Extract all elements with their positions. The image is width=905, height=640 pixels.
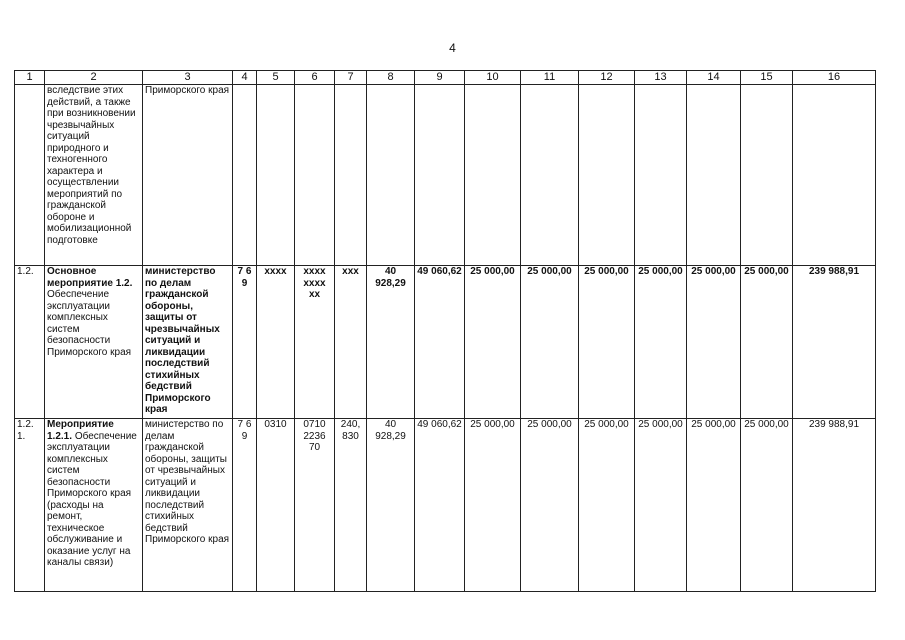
- cell-name-text: вследствие этих действий, а также при возникновении чрезвычайных ситуаций природного и техногенного характера и осуществлении мероприятий по гражданской обороне и мобилизационной подготовке: [47, 85, 136, 246]
- cell-expense-type: 240, 830: [335, 419, 367, 592]
- page-number: 4: [449, 41, 456, 55]
- column-header: 7: [335, 71, 367, 85]
- cell-amount: [741, 85, 793, 266]
- cell-section: [257, 85, 295, 266]
- cell-amount: 25 000,00: [521, 266, 579, 419]
- cell-grbs: [233, 85, 257, 266]
- cell-target-article: хххх хххх хх: [295, 266, 335, 419]
- cell-name-title: Основное мероприятие 1.2.: [47, 266, 133, 289]
- column-header: 16: [793, 71, 876, 85]
- cell-amount: [521, 85, 579, 266]
- cell-amount: 25 000,00: [741, 266, 793, 419]
- cell-name: [45, 266, 143, 419]
- column-header: 8: [367, 71, 415, 85]
- column-header: 1: [15, 71, 45, 85]
- column-header: 2: [45, 71, 143, 85]
- cell-expense-type: [335, 85, 367, 266]
- cell-amount: [579, 85, 635, 266]
- cell-amount: 25 000,00: [687, 419, 741, 592]
- cell-section: хххх: [257, 266, 295, 419]
- cell-amount: 25 000,00: [579, 266, 635, 419]
- column-header: 4: [233, 71, 257, 85]
- cell-section: 0310: [257, 419, 295, 592]
- column-header: 3: [143, 71, 233, 85]
- cell-name: [45, 85, 143, 266]
- column-header: 10: [465, 71, 521, 85]
- column-header: 5: [257, 71, 295, 85]
- cell-grbs: 7 6 9: [233, 419, 257, 592]
- cell-total: 239 988,91: [793, 266, 876, 419]
- cell-amount: [367, 85, 415, 266]
- cell-amount: [415, 85, 465, 266]
- column-header: 6: [295, 71, 335, 85]
- cell-name-text: Обеспечение эксплуатации комплексных систем безопасности Приморского края: [47, 289, 132, 358]
- cell-amount: 25 000,00: [521, 419, 579, 592]
- cell-grbs: 7 6 9: [233, 266, 257, 419]
- cell-name: [45, 419, 143, 592]
- cell-amount: 25 000,00: [579, 419, 635, 592]
- cell-amount: 49 060,62: [415, 266, 465, 419]
- budget-table: [14, 70, 876, 592]
- cell-amount: 25 000,00: [687, 266, 741, 419]
- cell-amount: [635, 85, 687, 266]
- cell-name-title: Мероприятие 1.2.1.: [47, 419, 114, 442]
- cell-amount: 25 000,00: [635, 266, 687, 419]
- cell-amount: 49 060,62: [415, 419, 465, 592]
- cell-amount: 25 000,00: [465, 266, 521, 419]
- column-header: 11: [521, 71, 579, 85]
- cell-total: 239 988,91: [793, 419, 876, 592]
- column-header: 15: [741, 71, 793, 85]
- column-header: 12: [579, 71, 635, 85]
- cell-amount: 40 928,29: [367, 419, 415, 592]
- cell-amount: 25 000,00: [635, 419, 687, 592]
- table-row: [15, 266, 876, 419]
- column-header: 14: [687, 71, 741, 85]
- cell-amount: 25 000,00: [741, 419, 793, 592]
- cell-expense-type: ххх: [335, 266, 367, 419]
- cell-executor: Приморского края: [143, 85, 233, 266]
- cell-index: [15, 85, 45, 266]
- cell-amount: 25 000,00: [465, 419, 521, 592]
- cell-index: 1.2.: [15, 266, 45, 419]
- cell-amount: 40 928,29: [367, 266, 415, 419]
- cell-target-article: 0710 2236 70: [295, 419, 335, 592]
- cell-executor: министерство по делам гражданской обороны, защиты от чрезвычайных ситуаций и ликвидации последствий стихийных бедствий Приморского края: [143, 266, 233, 419]
- table-row: [15, 85, 876, 266]
- column-header: 9: [415, 71, 465, 85]
- cell-index: 1.2. 1.: [15, 419, 45, 592]
- cell-name-text: Обеспечение эксплуатации комплексных систем безопасности Приморского края (расходы на ремонт, техническое обслуживание и оказание услуг на каналы связи): [47, 430, 137, 568]
- cell-target-article: [295, 85, 335, 266]
- header-row: [15, 71, 876, 85]
- cell-executor: министерство по делам гражданской обороны, защиты от чрезвычайных ситуаций и ликвидации последствий стихийных бедствий Приморского края: [143, 419, 233, 592]
- cell-amount: [465, 85, 521, 266]
- table-row: [15, 419, 876, 592]
- column-header: 13: [635, 71, 687, 85]
- cell-total: [793, 85, 876, 266]
- cell-amount: [687, 85, 741, 266]
